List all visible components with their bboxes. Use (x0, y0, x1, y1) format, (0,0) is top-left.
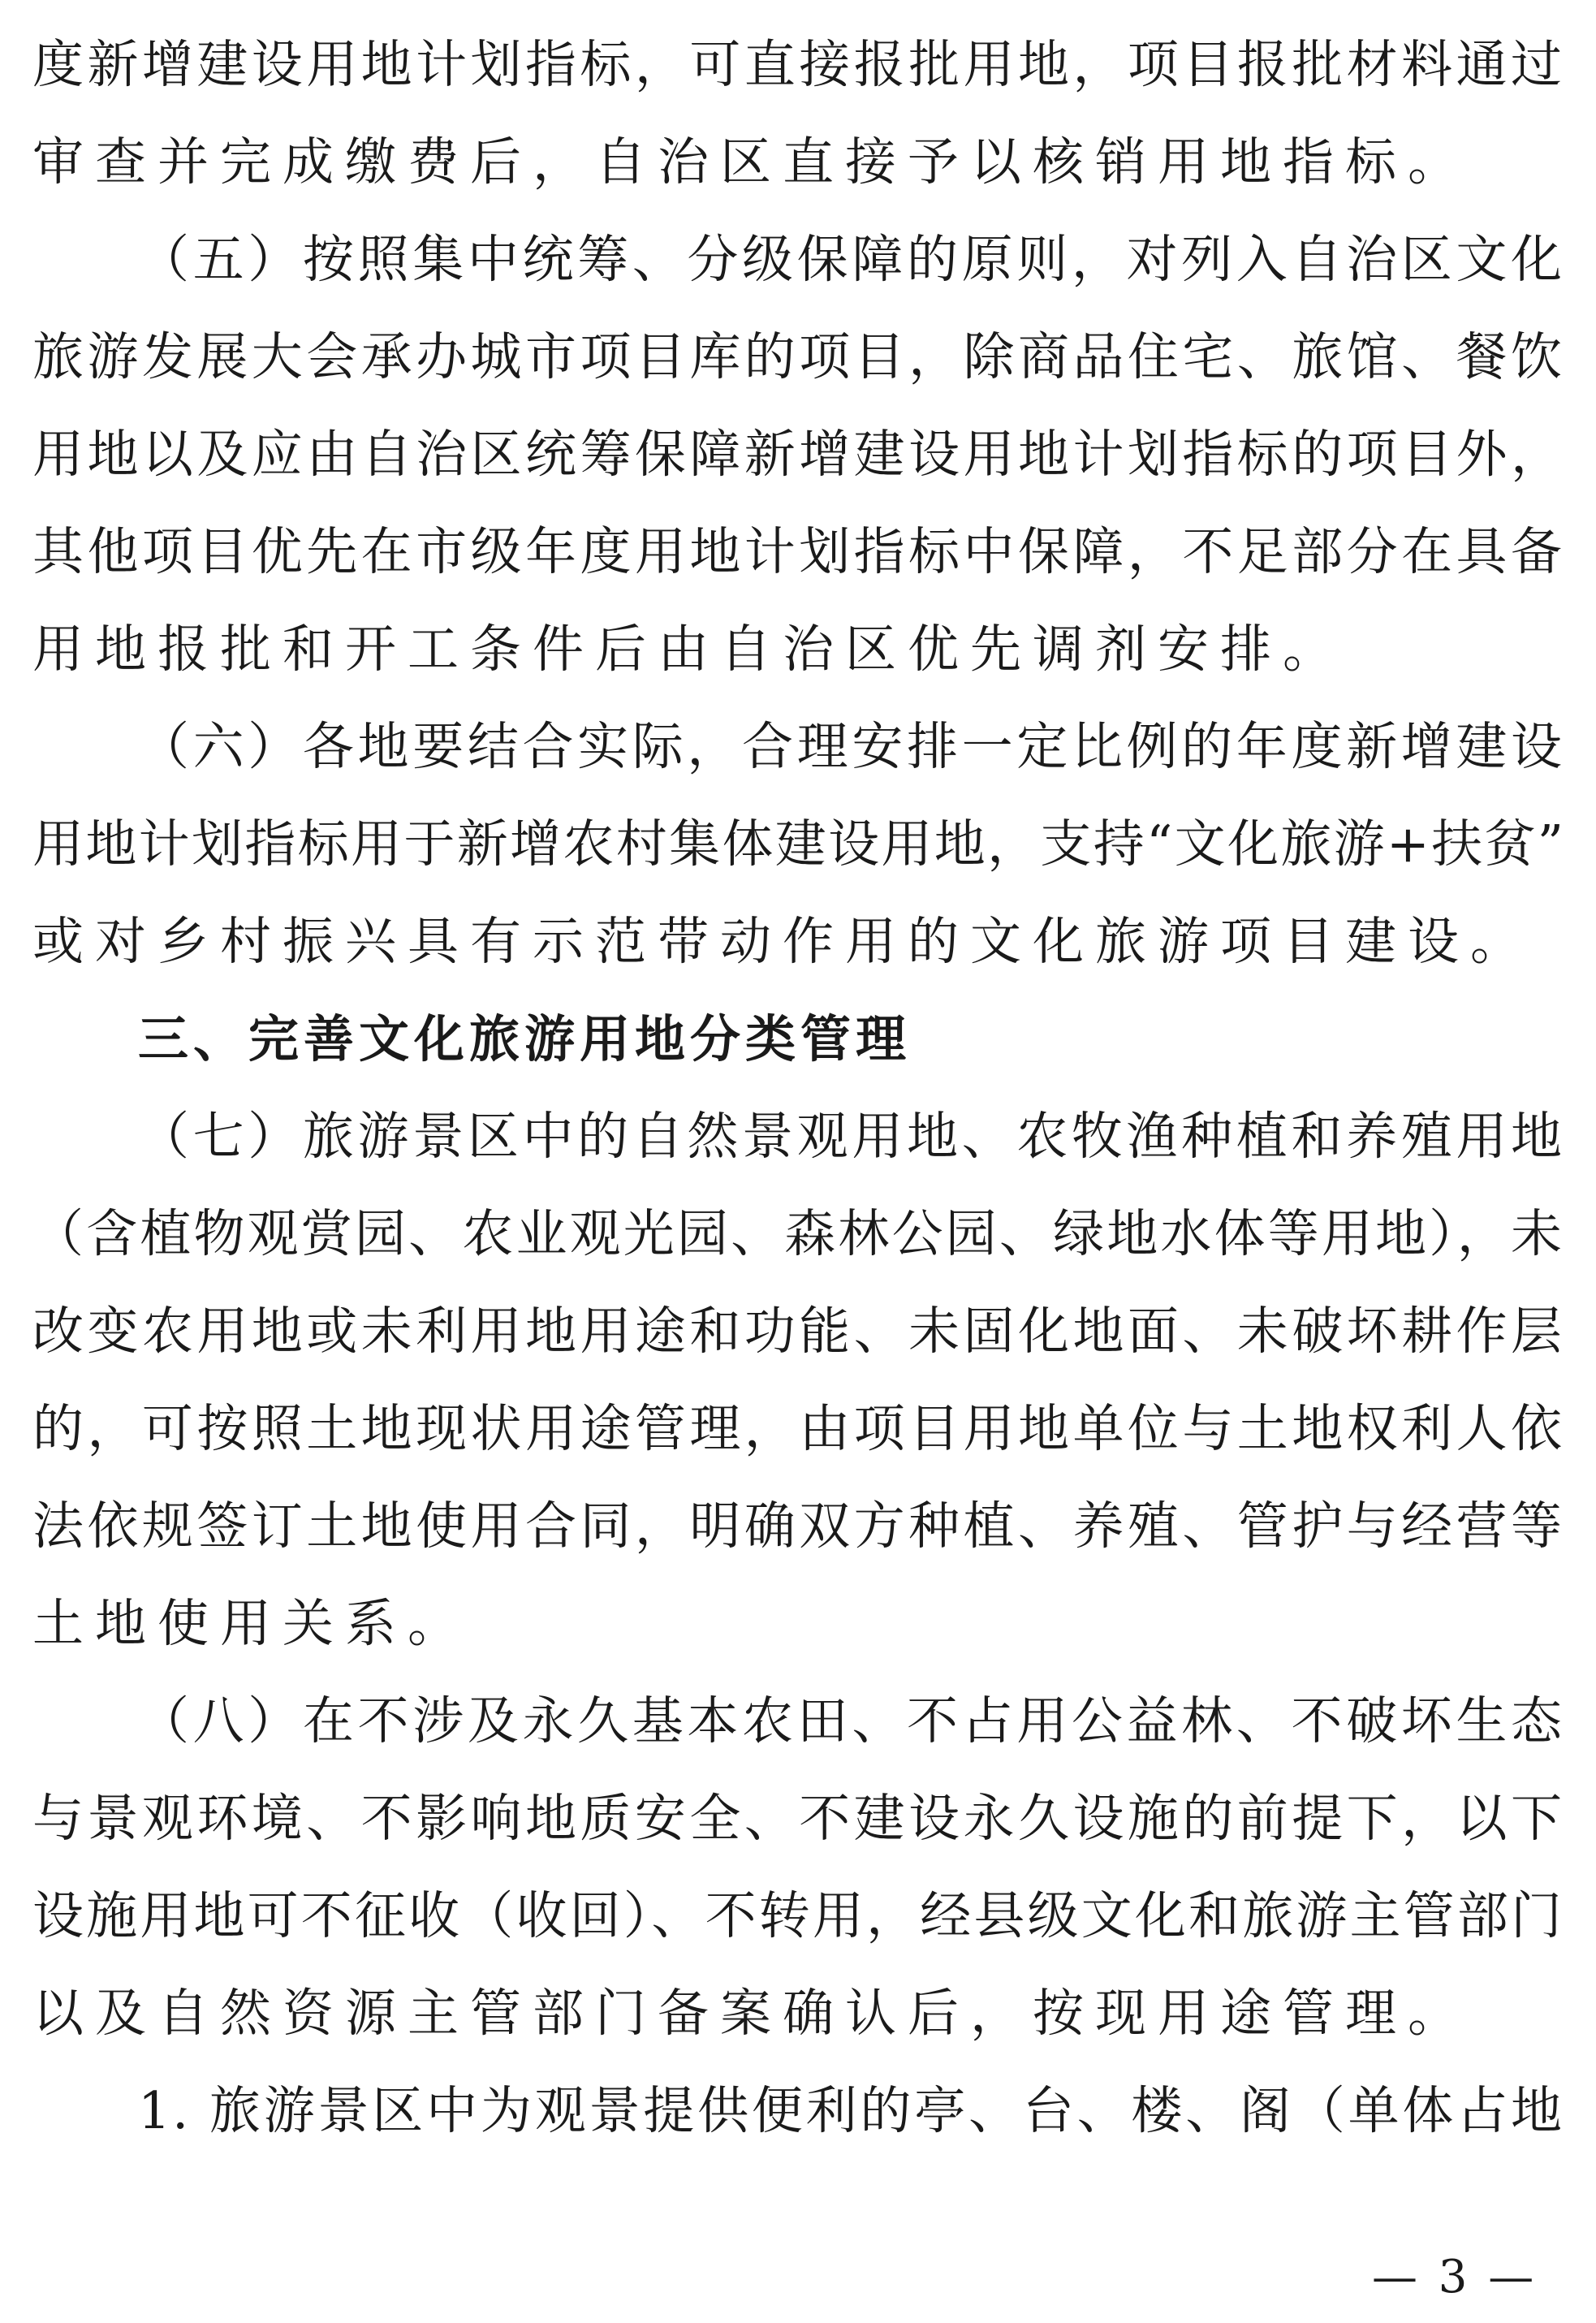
text-line: 或对乡村振兴具有示范带动作用的文化旅游项目建设。 (32, 912, 1533, 971)
text-line: 的，可按照土地现状用途管理，由项目用地单位与土地权利人依 (32, 1399, 1564, 1458)
section-heading: 三、完善文化旅游用地分类管理 (138, 1009, 912, 1069)
text-line: 以及自然资源主管部门备案确认后，按现用途管理。 (32, 1984, 1470, 2043)
text-line: 改变农用地或未利用地用途和功能、未固化地面、未破坏耕作层 (32, 1302, 1564, 1361)
paragraph-start-line: （六）各地要结合实际，合理安排一定比例的年度新增建设 (138, 717, 1564, 776)
text-line: 审查并完成缴费后，自治区直接予以核销用地指标。 (32, 132, 1470, 192)
text-line: 用地以及应由自治区统筹保障新增建设用地计划指标的项目外， (32, 425, 1564, 484)
paragraph-start-line: （七）旅游景区中的自然景观用地、农牧渔种植和养殖用地 (138, 1107, 1564, 1166)
text-line: 法依规签订土地使用合同，明确双方种植、养殖、管护与经营等 (32, 1496, 1564, 1556)
paragraph-start-line: 1. 旅游景区中为观景提供便利的亭、台、楼、阁（单体占地 (138, 2081, 1564, 2140)
text-line: 用地计划指标用于新增农村集体建设用地，支持“文化旅游+扶贫” (32, 814, 1564, 874)
page-number: — 3 — (1372, 2251, 1538, 2304)
paragraph-start-line: （五）按照集中统筹、分级保障的原则，对列入自治区文化 (138, 230, 1564, 289)
text-line: （含植物观赏园、农业观光园、森林公园、绿地水体等用地），未 (32, 1204, 1564, 1263)
text-line: 用地报批和开工条件后由自治区优先调剂安排。 (32, 620, 1345, 679)
text-line: 度新增建设用地计划指标，可直接报批用地，项目报批材料通过 (32, 35, 1564, 94)
paragraph-start-line: （八）在不涉及永久基本农田、不占用公益林、不破坏生态 (138, 1691, 1564, 1751)
text-line: 土地使用关系。 (32, 1594, 470, 1653)
text-line: 旅游发展大会承办城市项目库的项目，除商品住宅、旅馆、餐饮 (32, 327, 1564, 386)
text-line: 与景观环境、不影响地质安全、不建设永久设施的前提下，以下 (32, 1789, 1564, 1848)
text-line: 其他项目优先在市级年度用地计划指标中保障，不足部分在具备 (32, 522, 1564, 581)
text-line: 设施用地可不征收（收回）、不转用，经县级文化和旅游主管部门 (32, 1886, 1564, 1945)
